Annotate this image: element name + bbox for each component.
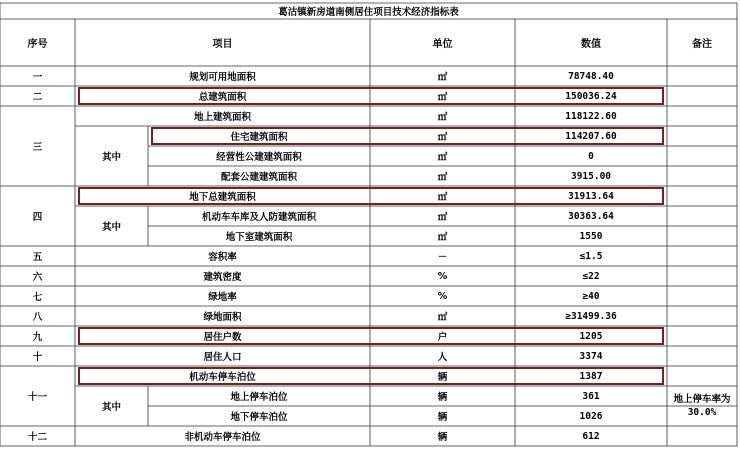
row-item: 建筑密度 [203, 272, 242, 283]
row-unit: 辆 [437, 392, 448, 403]
row-item: 非机动车停车泊位 [184, 432, 261, 443]
row-seq: 一 [32, 72, 43, 83]
row-value: 114207.60 [565, 130, 617, 142]
row-item: 居住人口 [203, 352, 242, 363]
row-unit: ㎡ [437, 112, 448, 123]
header-value: 数值 [581, 39, 601, 50]
row-unit: ㎡ [437, 192, 448, 203]
row-item: 住宅建筑面积 [230, 132, 288, 143]
row-value: 78748.40 [568, 70, 614, 82]
row-unit: ㎡ [437, 132, 448, 143]
row-item: 容积率 [208, 252, 237, 263]
row-item: 地下停车泊位 [230, 412, 288, 423]
row-unit: ㎡ [437, 172, 448, 183]
row-item: 规划可用地面积 [189, 72, 256, 83]
header-remark: 备注 [692, 39, 712, 50]
row-value: 1205 [579, 330, 603, 342]
row-value: 1550 [579, 230, 603, 242]
remark-line: 30.0% [687, 407, 717, 418]
row-item: 经营性公建建筑面积 [216, 152, 302, 163]
row-item: 总建筑面积 [198, 92, 247, 103]
row-seq: 二 [32, 92, 43, 103]
row-seq: 十一 [27, 392, 47, 403]
row-seq: 十 [32, 352, 43, 363]
row-item: 地下室建筑面积 [225, 232, 293, 243]
row-unit: － [437, 252, 448, 263]
row-unit: ㎡ [437, 232, 448, 243]
row-value: ≥40 [582, 290, 600, 302]
row-value: 0 [588, 150, 594, 162]
row-item: 绿地面积 [203, 312, 242, 323]
row-item: 地上停车泊位 [230, 392, 288, 403]
row-value: 30363.64 [568, 210, 614, 222]
row-seq: 九 [32, 332, 43, 343]
row-item: 绿地率 [208, 292, 237, 303]
remark-line: 地上停车率为 [673, 394, 731, 405]
row-unit: ㎡ [437, 312, 448, 323]
row-unit: ㎡ [437, 92, 448, 103]
row-unit: 辆 [437, 372, 448, 383]
subgroup-label: 其中 [101, 222, 121, 233]
row-seq: 八 [32, 312, 43, 323]
header-unit: 单位 [432, 39, 453, 50]
row-item: 居住户数 [203, 332, 242, 343]
row-value: 118122.60 [565, 110, 617, 122]
subgroup-label: 其中 [101, 152, 121, 163]
row-item: 配套公建建筑面积 [220, 172, 297, 183]
row-unit: 辆 [437, 412, 448, 423]
row-value: 612 [582, 430, 600, 442]
row-value: ≤1.5 [579, 250, 603, 262]
row-value: ≤22 [582, 270, 600, 282]
row-unit: ㎡ [437, 72, 448, 83]
row-item: 机动车停车泊位 [189, 372, 256, 383]
row-value: 3374 [579, 350, 603, 362]
row-seq: 十二 [27, 432, 47, 443]
row-seq: 七 [32, 292, 43, 303]
row-unit: 人 [437, 352, 448, 363]
row-value: 1026 [579, 410, 603, 422]
table-title: 葛沽镇新房道南侧居住项目技术经济指标表 [278, 7, 459, 18]
row-unit: 辆 [437, 432, 448, 443]
row-value: 1387 [579, 370, 603, 382]
row-value: 3915.00 [570, 170, 612, 182]
row-unit: % [437, 290, 448, 302]
row-item: 地上建筑面积 [193, 112, 251, 123]
header-seq: 序号 [27, 39, 48, 50]
row-value: 361 [582, 390, 600, 402]
remark-parking-ratio [667, 386, 737, 426]
row-value: 31913.64 [568, 190, 614, 202]
header-item: 项目 [212, 39, 233, 50]
row-seq: 四 [32, 212, 43, 223]
row-seq: 五 [32, 252, 43, 263]
row-seq: 六 [32, 272, 43, 283]
row-item: 机动车车库及人防建筑面积 [201, 212, 316, 223]
row-value: 150036.24 [565, 90, 617, 102]
row-unit: % [437, 270, 448, 282]
row-unit: 户 [437, 332, 448, 343]
row-value: ≥31499.36 [565, 310, 617, 322]
row-unit: ㎡ [437, 152, 448, 163]
subgroup-label: 其中 [101, 402, 121, 413]
row-item: 地下总建筑面积 [189, 192, 256, 203]
row-unit: ㎡ [437, 212, 448, 223]
row-seq: 三 [32, 142, 43, 153]
